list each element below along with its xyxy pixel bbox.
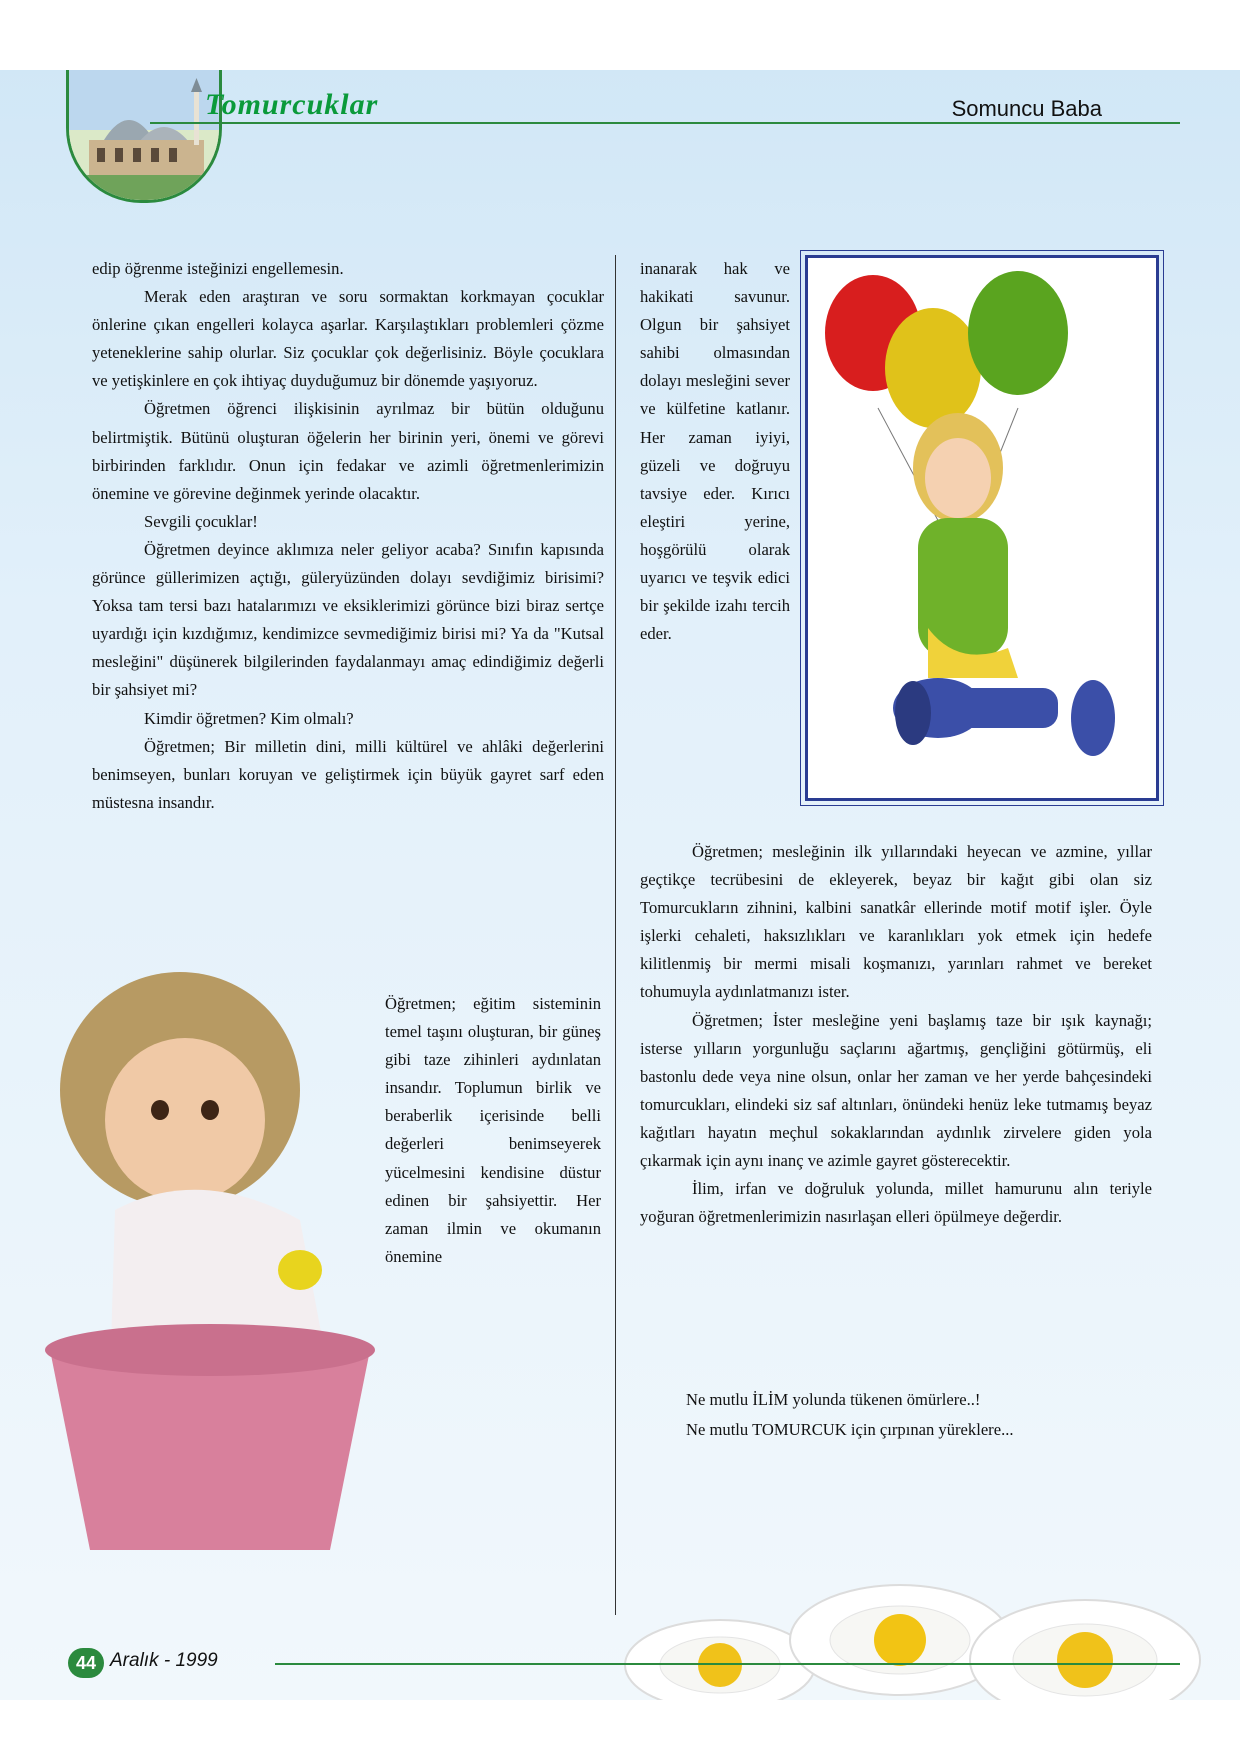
paragraph: Öğretmen; mesleğinin ilk yıllarındaki heyecan ve azmine, yıllar geçtikçe tecrübesini de ekleyerek, beyaz bir kağıt gibi olan siz Tomurcukların zihnini, kalbini sanatkâr ellerinde motif motif işler. Öyle işlerki cehaleti, haksızlıkları ve karanlıkları yok etmek için hedefe kilitlenmiş bir mermi misali koşmanızı, yarınları rahmet ve bereket tohumuyla aydınlatmanızı ister.: [640, 842, 1152, 1002]
top-margin: [0, 0, 1240, 70]
right-wrap-column: [640, 255, 790, 648]
paragraph: Öğretmen deyince aklımıza neler geliyor acaba? Sınıfın kapısında görünce güllerimizen açtığı, güleryüzünden dolayı sevdiğimiz birisimi? Yoksa tam tersi bazı hatalarımızı ve eksiklerimizi görünce bizi biraz sertçe uyardığı için kızdığımız, kendimizce sevmediğimiz birisi mi? Ya da "Kutsal mesleğini" düşünerek bilgilerinden faydalanmayı amaç edindiğimiz değerli bir şahsiyet mi?: [92, 539, 604, 700]
issue-date: Aralık - 1999: [110, 1650, 218, 1671]
paragraph: Kimdir öğretmen? Kim olmalı?: [144, 708, 354, 728]
balloon-child-picture: [808, 258, 1156, 798]
paragraph: inanarak hak ve hakikati savunur. Olgun bir şahsiyet sahibi olmasından dolayı mesleğini sever ve külfetine katlanır. Her zaman iyiyi, güzeli ve doğruyu tavsiye eder. Kırıcı eleştiri yerine, hoşgörülü olarak uyarıcı ve teşvik edici bir şekilde izahı tercih eder.: [640, 259, 790, 644]
baby-in-basket-photo: [10, 950, 430, 1560]
paragraph: edip öğrenme isteğinizi engellemesin.: [92, 259, 344, 278]
paragraph: Öğretmen; Bir milletin dini, milli kültürel ve ahlâki değerlerini benimseyen, bunları koruyan ve geliştirmek için büyük gayret sarf eden müstesna insandır.: [92, 736, 604, 812]
right-column: [640, 838, 1152, 1231]
footer-rule: [275, 1663, 1180, 1665]
baby-photo: [10, 950, 430, 1560]
paragraph: Öğretmen; eğitim sisteminin temel taşını oluşturan, bir güneş gibi taze zihinleri aydınlatan insandır. Toplumun birlik ve beraberlik içerisinde belli değerleri benimseyerek yücelmesini kendisine düstur edinen bir şahsiyettir. Her zaman ilmin ve okumanın önemine: [385, 994, 601, 1266]
brand-title: Tomurcuklar: [205, 88, 379, 121]
mosque-emblem: [66, 70, 222, 203]
balloon-child-illustration: [805, 255, 1159, 801]
paragraph: Merak eden araştıran ve soru sormaktan korkmayan çocuklar önlerine çıkan engelleri kolayca aşarlar. Karşılaştıkları problemleri çözme yeteneklerine sahip olurlar. Siz çocuklar çok değerlisiniz. Böyle çocuklara ve yetişkinlere en çok ihtiyaç duyduğumuz bir dönemde yaşıyoruz.: [92, 287, 604, 391]
paragraph: Öğretmen; İster mesleğine yeni başlamış taze bir ışık kaynağı; isterse yılların yorgunluğu saçlarını ağartmış, gençliğini götürmüş, eli bastonlu dede veya nine olsun, onlar her zaman ve her yerde bahçesindeki tomurcukları, elindeki siz saf altınları, önündeki henüz leke tutmamış beyaz kağıtları hayatın meçhul sokaklarından aydınlık zirvelere giden yola çıkarmak için aynı inanç ve azimle gayret gösterecektir.: [640, 1010, 1152, 1171]
header-rule: [150, 122, 1180, 124]
closing-line: Ne mutlu İLİM yolunda tükenen ömürlere..!: [686, 1390, 981, 1409]
column-separator: [615, 255, 616, 1615]
left-column: [92, 255, 604, 817]
page-number: 44: [68, 1648, 104, 1678]
paragraph: Öğretmen öğrenci ilişkisinin ayrılmaz bir bütün olduğunu belirtmiştik. Bütünü oluşturan öğelerin her birinin yeri, önemi ve görevi birbirinden farklıdır. Onun için fedakar ve azimli öğretmenlerimizin önemine ve görevine değinmek yerinde olacaktır.: [92, 399, 604, 503]
closing-lines: [686, 1385, 1014, 1445]
running-title: Somuncu Baba: [951, 96, 1102, 121]
paragraph: Sevgili çocuklar!: [144, 511, 258, 531]
bottom-margin: [0, 1700, 1240, 1754]
mosque-illustration: [69, 70, 219, 200]
closing-line: Ne mutlu TOMURCUK için çırpınan yüreklere...: [686, 1420, 1014, 1439]
paragraph: İlim, irfan ve doğruluk yolunda, millet hamurunu alın teriyle yoğuran öğretmenlerimizin nasırlaşan elleri öpülmeye değerdir.: [640, 1179, 1152, 1227]
